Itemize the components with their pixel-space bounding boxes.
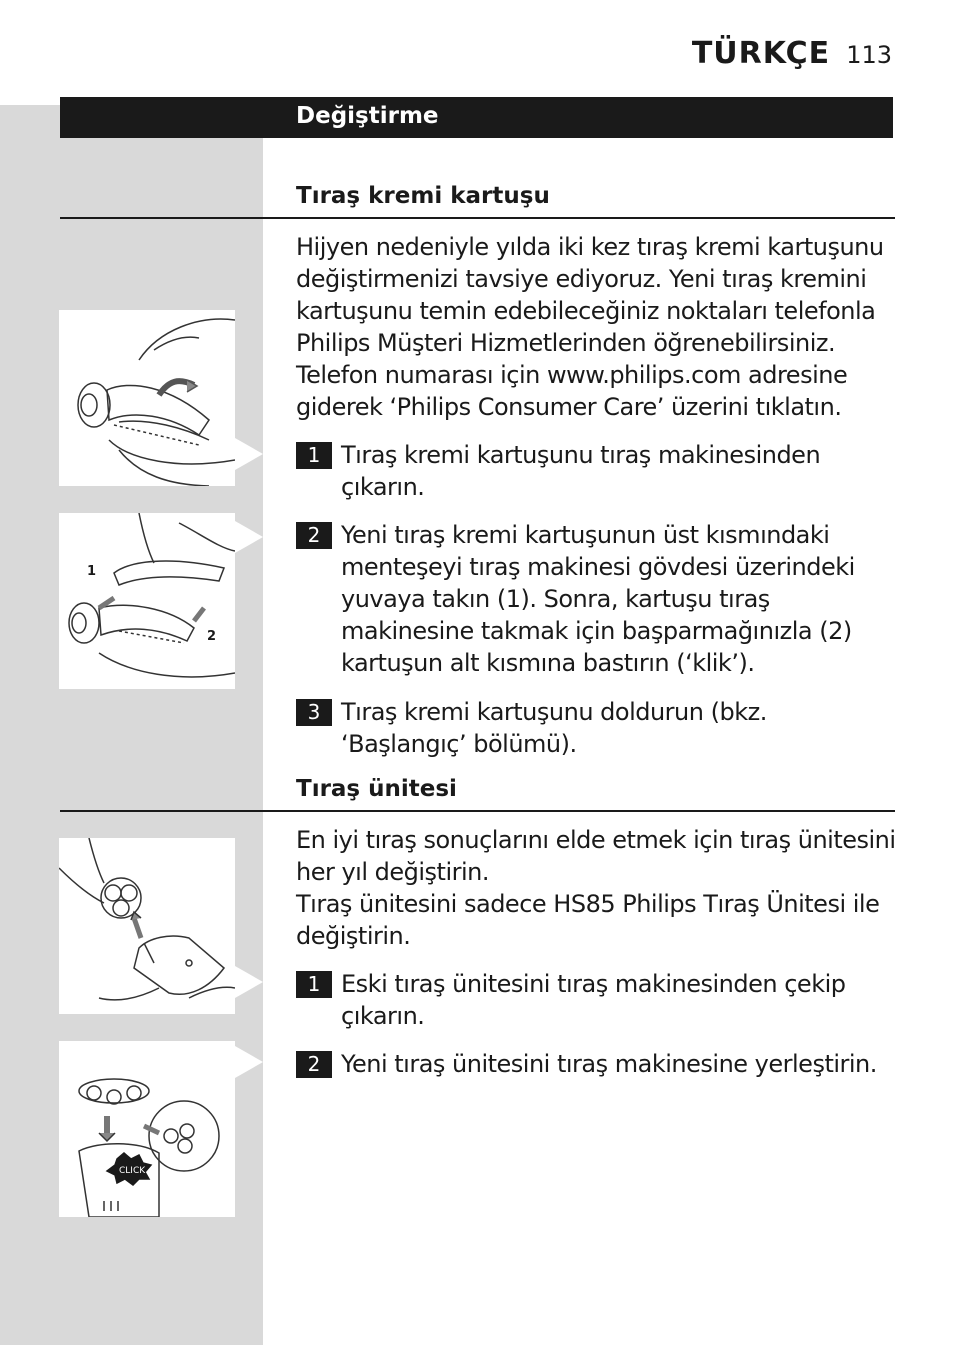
illustration-pointer (235, 438, 263, 470)
cartridge-heading-rule (60, 217, 895, 219)
insert-label-1: 1 (87, 564, 97, 579)
shaving-unit-heading: Tıraş ünitesi (296, 776, 457, 802)
illustration-pointer (235, 521, 263, 553)
cartridge-step-1 (296, 439, 896, 503)
cartridge-step-2 (296, 519, 896, 679)
cartridge-step-3 (296, 696, 896, 760)
step-text: Yeni tıraş kremi kartuşunun üst kısmındaki menteşeyi tıraş makinesi gövdesi üzerindeki yuvaya takın (1). Sonra, kartuşu tıraş makinesine takmak için başparmağınızla (2) kartuşun alt kısmına bastırın (‘klik’). (341, 521, 855, 677)
step-number-badge: 2 (296, 522, 332, 549)
step-text: Tıraş kremi kartuşunu doldurun (bkz. ‘Başlangıç’ bölümü). (341, 698, 767, 758)
click-label: CLICK (119, 1166, 146, 1176)
step-number-badge: 1 (296, 442, 332, 469)
page-number: 113 (846, 41, 892, 69)
section-title-bar (60, 97, 893, 138)
step-text: Yeni tıraş ünitesini tıraş makinesine yerleştirin. (341, 1050, 877, 1078)
step-text: Eski tıraş ünitesini tıraş makinesinden çekip çıkarın. (341, 970, 846, 1030)
shaving-unit-intro-1: En iyi tıraş sonuçlarını elde etmek için tıraş ünitesini her yıl değiştirin. (296, 826, 896, 886)
step-text: Tıraş kremi kartuşunu tıraş makinesinden çıkarın. (341, 441, 821, 501)
remove-cartridge-illustration (59, 310, 235, 486)
insert-cartridge-illustration (59, 513, 235, 689)
shaving-unit-step-2 (296, 1048, 896, 1080)
shaving-unit-step-1 (296, 968, 896, 1032)
section-title: Değiştirme (296, 103, 439, 129)
insert-label-2: 2 (207, 629, 217, 644)
cartridge-heading: Tıraş kremi kartuşu (296, 183, 550, 209)
cartridge-intro: Hijyen nedeniyle yılda iki kez tıraş kremi kartuşunu değiştirmenizi tavsiye ediyoruz. Yeni tıraş kremini kartuşunu temin edebileceğiniz noktaları telefonla Philips Müşteri Hizmetlerinden öğrenebilirsiniz. Telefon numarası için www.philips.com adresine giderek ‘Philips Consumer Care’ üzerini tıklatın. (296, 233, 884, 421)
step-number-badge: 2 (296, 1051, 332, 1078)
shaving-unit-heading-rule (60, 810, 895, 812)
insert-shaving-unit-illustration (59, 1041, 235, 1217)
illustration-pointer (235, 1046, 263, 1078)
language-title: TÜRKÇE (691, 36, 831, 71)
page-header (692, 36, 892, 71)
shaving-unit-intro-2: Tıraş ünitesini sadece HS85 Philips Tıraş Ünitesi ile değiştirin. (296, 890, 880, 950)
step-number-badge: 1 (296, 971, 332, 998)
step-number-badge: 3 (296, 699, 332, 726)
remove-shaving-unit-illustration (59, 838, 235, 1014)
illustration-pointer (235, 966, 263, 998)
